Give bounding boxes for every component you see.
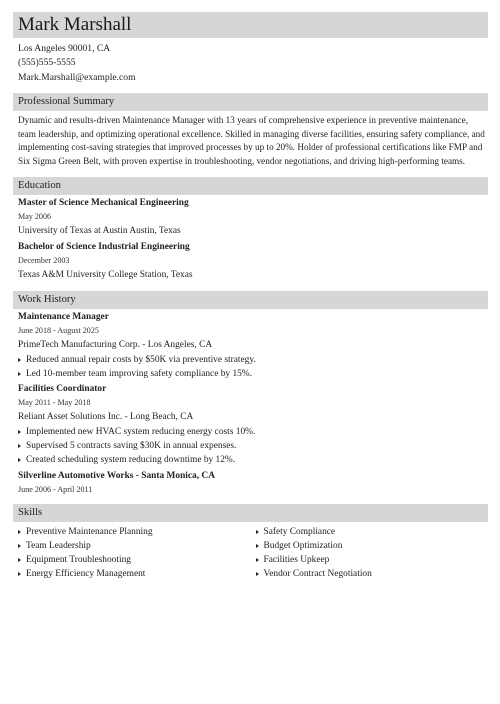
- job-bullets: [13, 353, 488, 381]
- job-date: May 2011 - May 2018: [18, 398, 91, 407]
- skills-column-right: [251, 525, 489, 582]
- contact-email: Mark.Marshall@example.com: [18, 71, 136, 83]
- job-date: June 2006 - April 2011: [18, 484, 93, 494]
- contact-phone: (555)555-5555: [18, 57, 76, 69]
- list-item: Led 10-member team improving safety compliance by 15%.: [18, 367, 488, 381]
- list-item: Vendor Contract Negotiation: [256, 567, 489, 581]
- job-date: June 2018 - August 2025: [18, 325, 99, 335]
- degree-date: December 2003: [18, 255, 70, 265]
- list-item: Budget Optimization: [256, 539, 489, 553]
- job-title: Maintenance Manager: [18, 311, 109, 322]
- company-name: PrimeTech Manufacturing Corp. - Los Angeles, CA: [18, 339, 213, 350]
- degree-title: Master of Science Mechanical Engineering: [18, 197, 189, 208]
- job-bullets: [13, 425, 488, 468]
- section-header-summary: Professional Summary: [13, 93, 488, 111]
- list-item: Implemented new HVAC system reducing energy costs 10%.: [18, 425, 488, 439]
- education-entry: [13, 196, 488, 239]
- list-item: Energy Efficiency Management: [18, 567, 251, 581]
- job-title: Silverline Automotive Works - Santa Monica, CA: [18, 470, 215, 481]
- skills-column-left: [13, 525, 251, 582]
- list-item: Created scheduling system reducing downtime by 12%.: [18, 453, 488, 467]
- candidate-name: Mark Marshall: [13, 12, 488, 38]
- contact-block: [13, 42, 488, 85]
- skills-list: [13, 525, 488, 582]
- section-header-work: Work History: [13, 291, 488, 309]
- work-entry: [13, 382, 488, 468]
- education-entry: [13, 240, 488, 283]
- degree-title: Bachelor of Science Industrial Engineering: [18, 241, 190, 252]
- list-item: Facilities Upkeep: [256, 553, 489, 567]
- work-entry: [13, 469, 488, 496]
- job-title: Facilities Coordinator: [18, 384, 107, 394]
- summary-text: Dynamic and results-driven Maintenance Manager with 13 years of comprehensive experience in preventive maintenance, team leadership, and optimizing operational excellence. Skilled in managing diverse facilities, ensuring safety compliance, and implementing cost-saving strategies that improved processes by up to 20%. Holder of professional certifications like FMP and Six Sigma Green Belt, with proven expertise in troubleshooting, vendor negotiations, and driving high-performing teams.: [18, 115, 485, 166]
- list-item: Reduced annual repair costs by $50K via preventive strategy.: [18, 353, 488, 367]
- list-item: Preventive Maintenance Planning: [18, 525, 251, 539]
- work-entry: [13, 310, 488, 381]
- section-header-education: Education: [13, 177, 488, 195]
- list-item: Equipment Troubleshooting: [18, 553, 251, 567]
- school-name: Texas A&M University College Station, Texas: [18, 269, 193, 280]
- degree-date: May 2006: [18, 211, 52, 221]
- company-name: Reliant Asset Solutions Inc. - Long Beach, CA: [18, 412, 194, 422]
- list-item: Supervised 5 contracts saving $30K in annual expenses.: [18, 439, 488, 453]
- school-name: University of Texas at Austin Austin, Texas: [18, 225, 181, 236]
- list-item: Safety Compliance: [256, 525, 489, 539]
- contact-address: Los Angeles 90001, CA: [18, 43, 111, 54]
- list-item: Team Leadership: [18, 539, 251, 553]
- section-header-skills: Skills: [13, 504, 488, 522]
- resume-page: [13, 12, 488, 581]
